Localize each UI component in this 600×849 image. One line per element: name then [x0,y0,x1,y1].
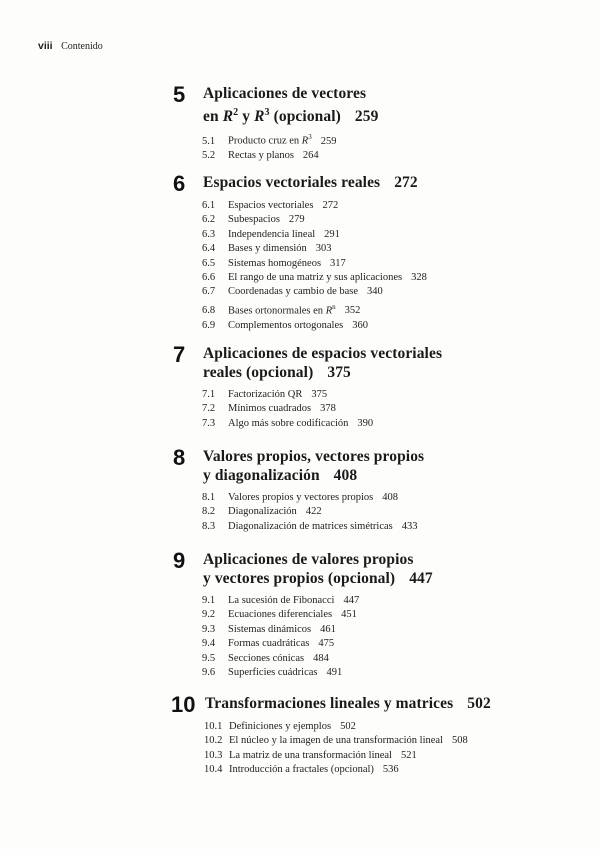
section-number: 9.4 [202,638,216,650]
chapter-number: 9 [173,548,186,573]
section-number: 8.2 [202,506,216,518]
section-title: Subespacios [228,214,280,226]
chapter-number: 7 [173,342,186,367]
chapter-title [203,344,533,382]
section-number: 7.2 [202,403,216,415]
section-title: Algo más sobre codificación [228,417,349,429]
chapter-title [203,173,533,192]
section-title: Valores propios y vectores propios [228,492,374,503]
chapter-title-line1: Aplicaciones de espacios vectoriales [203,345,443,362]
chapter-heading[interactable] [173,447,533,485]
section-title: Superficies cuádricas [228,667,318,679]
section-page: 303 [315,243,332,255]
section-page: 521 [400,749,417,761]
section-page: 291 [324,228,340,240]
section-title: La sucesión de Fibonacci [228,595,335,606]
toc-entry[interactable] [202,623,533,637]
section-page: 378 [320,403,336,415]
section-number: 10.2 [204,735,223,747]
chapter-number: 8 [173,445,186,470]
toc-entry[interactable] [202,594,533,608]
section-list [173,130,533,163]
section-title: Definiciones y ejemplos [229,721,332,732]
running-head [38,40,103,52]
chapter-title [203,550,533,588]
section-title: Sistemas dinámicos [228,623,312,635]
section-list [173,491,533,534]
chapter-heading[interactable] [173,550,533,588]
section-number: 6.6 [202,272,216,284]
toc-entry[interactable] [204,734,533,748]
chapter-9 [173,550,533,680]
toc-entry[interactable] [202,319,533,333]
chapter-title [203,84,533,126]
section-title: El rango de una matriz y sus aplicaciones [228,272,403,284]
chapter-title-line2 [203,466,533,485]
section-number: 5.1 [202,135,216,147]
section-title: Diagonalización [228,506,297,518]
toc-entry[interactable] [202,242,533,256]
section-page: 484 [313,652,329,664]
section-page: 264 [302,150,319,162]
section-number: 6.1 [202,200,216,211]
section-number: 9.6 [202,667,216,679]
math-sup: n [332,302,336,311]
toc-entry[interactable] [202,228,533,242]
toc-entry[interactable] [202,608,533,622]
section-page: 508 [452,735,468,747]
section-title: La matriz de una transformación lineal [229,749,392,761]
math-sup: 3 [264,107,270,118]
section-number: 6.9 [202,319,216,331]
section-title: Rectas y planos [228,150,294,162]
chapter-page: 375 [327,364,351,381]
section-page: 491 [326,667,343,679]
section-number: 9.1 [202,595,216,606]
section-page: 272 [322,200,339,211]
toc-entry[interactable] [204,763,533,777]
chapter-heading[interactable] [173,171,533,196]
chapter-page: 272 [394,174,418,191]
chapter-title [205,694,533,713]
section-title: Complementos ortogonales [228,319,344,331]
chapter-heading[interactable] [173,84,533,126]
section-number: 6.8 [202,305,216,317]
chapter-heading[interactable] [173,344,533,382]
section-title: Bases y dimensión [228,243,307,255]
section-title: Formas cuadráticas [228,638,310,650]
toc-entry[interactable] [202,130,533,149]
section-number: 7.1 [202,389,216,400]
section-title: Ecuaciones diferenciales [228,609,333,621]
section-list [173,388,533,431]
section-number: 9.3 [202,623,216,635]
section-page: 433 [401,520,418,532]
section-number: 9.2 [202,609,216,621]
section-title: Bases ortonormales en [228,305,326,317]
section-number: 6.5 [202,257,216,269]
section-number: 7.3 [202,417,216,429]
chapter-5 [173,84,533,163]
title-text: y [238,108,255,126]
toc-entry[interactable] [202,520,533,534]
chapter-title-line2 [203,363,533,382]
chapter-title-line1: Espacios vectoriales reales [203,174,381,191]
section-page: 447 [343,595,360,606]
section-number: 6.3 [202,228,216,240]
section-list [173,594,533,680]
toc-entry[interactable] [202,300,533,319]
section-number: 9.5 [202,652,216,664]
toc-entry[interactable] [202,213,533,227]
title-text: y diagonalización [203,467,320,484]
toc-entry[interactable] [202,417,533,431]
section-title: Diagonalización de matrices simétricas [228,520,393,532]
chapter-title-line2 [203,103,533,126]
math-var: R [325,305,333,317]
chapter-page: 447 [409,570,433,587]
section-page: 408 [382,492,398,503]
section-page: 360 [352,319,368,331]
chapter-title-line1: Transformaciones lineales y matrices [205,695,454,712]
toc-entry[interactable] [202,637,533,651]
title-text: reales (opcional) [203,364,314,381]
chapter-number: 6 [173,171,186,196]
toc-entry[interactable] [202,149,533,163]
chapter-title-line2 [203,569,533,588]
math-sup: 3 [308,133,312,142]
toc-entry[interactable] [202,199,533,213]
section-title: Factorización QR [228,389,303,400]
section-number: 6.2 [202,214,216,226]
section-page: 390 [357,417,374,429]
section-title: Mínimos cuadrados [228,403,312,415]
section-number: 6.7 [202,286,216,298]
toc-entry[interactable] [202,402,533,416]
toc-entry[interactable] [202,505,533,519]
toc-entry[interactable] [202,652,533,666]
chapter-6 [173,173,533,333]
section-number: 6.4 [202,243,216,255]
section-number: 8.3 [202,520,216,532]
toc-entry[interactable] [202,388,533,402]
running-head-label: Contenido [61,41,103,52]
section-list [173,720,533,778]
math-var: R [254,108,265,126]
section-page: 352 [344,305,361,317]
section-number: 10.3 [204,749,223,761]
chapter-7 [173,344,533,431]
chapter-title-line1: Valores propios, vectores propios [203,448,425,465]
section-number: 5.2 [202,150,216,162]
chapter-heading[interactable] [171,692,533,717]
toc-entry[interactable] [202,271,533,285]
title-text: y vectores propios (opcional) [203,570,396,587]
section-page: 536 [382,764,399,776]
section-page: 502 [340,721,356,732]
section-page: 259 [320,135,337,147]
toc-entry[interactable] [202,285,533,299]
section-title: Secciones cónicas [228,652,305,664]
section-title: Coordenadas y cambio de base [228,286,359,298]
section-number: 8.1 [202,492,216,503]
section-page: 328 [411,272,427,284]
section-page: 375 [311,389,328,400]
chapter-10 [173,694,533,778]
chapter-page: 502 [467,695,491,712]
math-sup: 2 [233,107,239,118]
section-title: Sistemas homogéneos [228,257,322,269]
toc-entry[interactable] [202,257,533,271]
section-page: 422 [305,506,322,518]
chapter-page: 408 [333,467,358,484]
chapter-title [203,447,533,485]
section-title: Independencia lineal [228,228,316,240]
math-var: R [301,135,309,147]
toc-entry[interactable] [202,491,533,505]
chapter-number: 10 [171,692,196,717]
section-number: 10.4 [204,764,223,776]
toc-entry[interactable] [202,666,533,680]
page-number: viii [38,40,53,52]
chapter-number: 5 [173,82,186,107]
section-title: El núcleo y la imagen de una transformación lineal [229,735,444,747]
section-title: Introducción a fractales (opcional) [229,764,374,776]
section-page: 279 [288,214,305,226]
section-page: 475 [318,638,335,650]
chapter-8 [173,447,533,534]
section-title: Espacios vectoriales [228,200,314,211]
chapter-title-line1: Aplicaciones de vectores [203,85,367,102]
title-text: (opcional) [269,108,341,126]
section-list [173,199,533,333]
section-page: 340 [367,286,383,298]
section-title: Producto cruz en [228,135,302,147]
title-text: en [203,108,223,126]
toc-entry[interactable] [204,720,533,734]
toc-entry[interactable] [204,749,533,763]
section-page: 317 [330,257,346,269]
section-page: 461 [320,623,336,635]
chapter-page: 259 [354,108,379,126]
section-number: 10.1 [204,721,223,732]
chapter-title-line1: Aplicaciones de valores propios [203,551,414,568]
section-page: 451 [341,609,357,621]
math-var: R [222,108,234,126]
